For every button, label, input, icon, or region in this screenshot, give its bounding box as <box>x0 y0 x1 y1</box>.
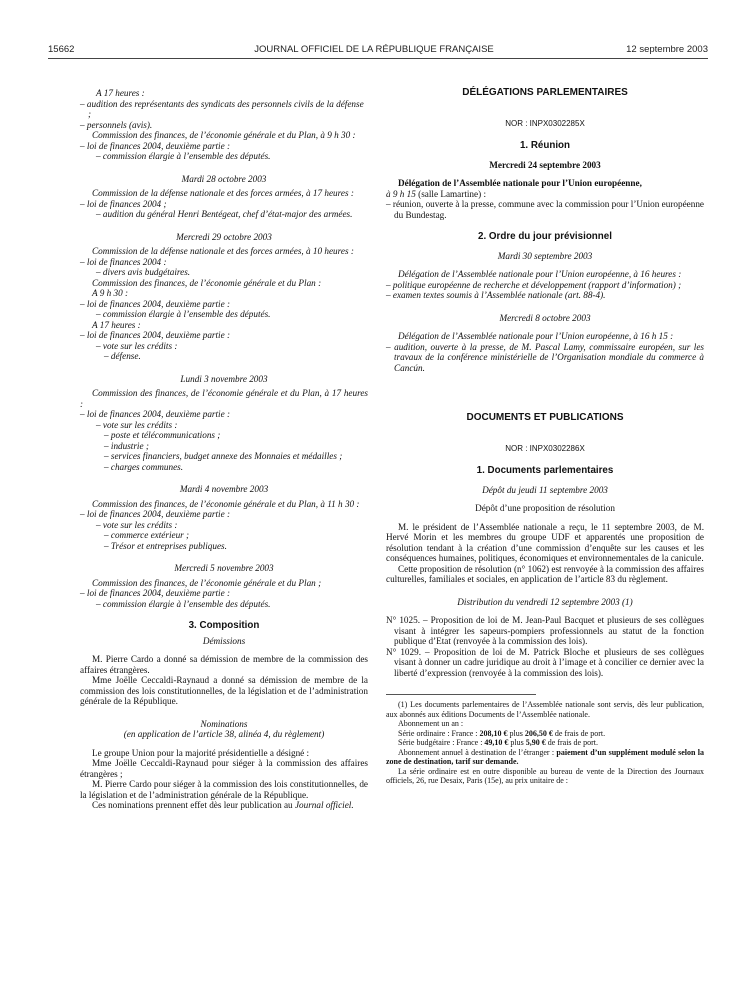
section-title: DÉLÉGATIONS PARLEMENTAIRES <box>462 87 628 98</box>
date-heading: Mercredi 8 octobre 2003 <box>499 312 591 323</box>
agenda-line: – Trésor et entreprises publiques. <box>104 540 227 551</box>
date-heading: Mardi 30 septembre 2003 <box>497 250 593 261</box>
agenda-line: – divers avis budgétaires. <box>96 267 191 277</box>
running-header <box>40 44 708 58</box>
agenda-line: – politique européenne de recherche et développement (rapport d’information) ; <box>386 279 682 290</box>
price-text: plus <box>507 728 525 738</box>
issue-date: 12 septembre 2003 <box>626 44 708 55</box>
agenda-line: A 17 heures : <box>96 88 145 98</box>
date-heading: Mardi 28 octobre 2003 <box>181 173 267 184</box>
header-rule <box>48 58 708 59</box>
footnote: La série ordinaire est en outre disponible au bureau de vente de la Direction des Journaux officiels, 26, rue Desaix, Paris (15e), au prix unitaire de : <box>386 766 704 785</box>
price-text: plus <box>508 738 526 747</box>
paragraph: Cette proposition de résolution (n° 1062) est renvoyée à la commission des affaires culturelles, familiales et sociales, en application de l’article 83 du règlement. <box>386 563 704 584</box>
subheading: Nominations <box>200 718 248 729</box>
footnote-rule <box>386 694 536 695</box>
price-value: 208,10 € <box>479 728 508 738</box>
date-heading: Lundi 3 novembre 2003 <box>180 373 268 384</box>
date-heading: Dépôt du jeudi 11 septembre 2003 <box>482 484 608 495</box>
page-number: 15662 <box>48 44 75 55</box>
agenda-line: Commission de la défense nationale et des forces armées, à 17 heures : <box>92 188 354 198</box>
subheading: Dépôt d’une proposition de résolution <box>475 503 615 513</box>
agenda-line: – audition, ouverte à la presse, de M. Pascal Lamy, commissaire européen, sur les travaux de la conférence ministérielle de l’Organisation mondiale du commerce à Cancún. <box>386 341 704 373</box>
agenda-line: – personnels (avis). <box>80 119 153 130</box>
agenda-line: – défense. <box>104 351 141 361</box>
agenda-line: – loi de finances 2004 : <box>80 256 167 267</box>
agenda-line: Commission des finances, de l’économie générale et du Plan, à 11 h 30 : <box>92 498 360 509</box>
agenda-line: – réunion, ouverte à la presse, commune avec la commission pour l’Union européenne du Bundestag. <box>386 199 704 220</box>
agenda-line: – commerce extérieur ; <box>104 530 190 540</box>
document-entry: N° 1025. – Proposition de loi de M. Jean-Paul Bacquet et plusieurs de ses collègues visant à intégrer les sapeurs-pompiers professionnels au statut de la fonction publique d’Etat (renvoyée à la commission des lois). <box>386 615 704 646</box>
footnote-price <box>386 738 704 748</box>
section-heading: 2. Ordre du jour prévisionnel <box>478 231 612 242</box>
agenda-line: – audition du général Henri Bentégeat, chef d’état-major des armées. <box>96 209 353 219</box>
agenda-line: – commission élargie à l’ensemble des députés. <box>96 598 271 609</box>
meeting-room: (salle Lamartine) : <box>415 188 487 199</box>
journal-title: JOURNAL OFFICIEL DE LA RÉPUBLIQUE FRANÇAISE <box>254 44 494 55</box>
document-entry: N° 1029. – Proposition de loi de M. Patrick Bloche et plusieurs de ses collègues visant à donner un cadre juridique au droit à l’image et à concilier ce dernier avec la liberté d’expression (renvoyée à la commission des lois). <box>386 646 704 678</box>
agenda-line: – poste et télécommunications ; <box>104 430 221 440</box>
section-title: DOCUMENTS ET PUBLICATIONS <box>466 412 624 423</box>
agenda-line: – loi de finances 2004 ; <box>80 198 167 209</box>
agenda-line: Commission des finances, de l’économie générale et du Plan : <box>92 277 322 288</box>
paragraph: M. Pierre Cardo a donné sa démission de membre de la commission des affaires étrangères. <box>80 654 368 675</box>
paragraph: Le groupe Union pour la majorité présidentielle a désigné : <box>92 747 310 758</box>
footnote-text: Abonnement annuel à destination de l’étranger : <box>398 747 557 757</box>
right-column <box>386 88 704 786</box>
agenda-line: Commission des finances, de l’économie générale et du Plan ; <box>92 577 322 588</box>
footnote: (1) Les documents parlementaires de l’Assemblée nationale sont servis, dès leur publication, aux abonnés aux éditions Documents de l’Assemblée nationale. <box>386 700 704 719</box>
agenda-line: – vote sur les crédits : <box>96 419 178 430</box>
left-column <box>80 88 368 811</box>
subheading: Démissions <box>202 635 246 646</box>
agenda-line: – loi de finances 2004, deuxième partie : <box>80 588 231 598</box>
agenda-line: – vote sur les crédits : <box>96 340 178 351</box>
date-heading: Distribution du vendredi 12 septembre 2003 (1) <box>457 596 633 607</box>
nor-reference: NOR : INPX0302286X <box>505 443 585 453</box>
agenda-line: Délégation de l’Assemblée nationale pour l’Union européenne, à 16 h 15 : <box>398 331 674 341</box>
agenda-line: – examen textes soumis à l’Assemblée nationale (art. 88-4). <box>386 290 606 300</box>
price-value: 49,10 € <box>484 738 509 747</box>
agenda-line: A 17 heures : <box>92 319 141 330</box>
agenda-line: – commission élargie à l’ensemble des députés. <box>96 151 271 161</box>
agenda-line: – loi de finances 2004, deuxième partie : <box>80 330 231 340</box>
price-label: Série budgétaire : France : <box>398 738 485 747</box>
price-value: 206,50 € <box>524 728 553 738</box>
paragraph: M. le président de l’Assemblée nationale a reçu, le 11 septembre 2003, de M. Hervé Morin et les membres du groupe UDF et apparentés une proposition de résolution tendant à la création d’une commission d’enquête sur les causes et les conséquences humaines, politiques, économiques et environnementales de la canicule. <box>386 521 704 563</box>
agenda-line: – industrie ; <box>104 440 149 451</box>
date-heading: Mardi 4 novembre 2003 <box>179 484 269 494</box>
footnote: Abonnement un an : <box>398 719 464 728</box>
agenda-line: – loi de finances 2004, deuxième partie : <box>80 140 231 151</box>
footnote-emphasis: paiement d’un supplément modulé selon la zone de destination, tarif sur demande. <box>386 747 704 766</box>
agenda-line: – commission élargie à l’ensemble des députés. <box>96 309 271 319</box>
paragraph: Mme Joëlle Ceccaldi-Raynaud pour siéger à la commission des affaires étrangères ; <box>80 758 368 779</box>
delegation-name: Délégation de l’Assemblée nationale pour l’Union européenne, <box>398 178 642 188</box>
journal-reference: Journal officiel. <box>294 800 354 810</box>
price-text: de frais de port. <box>552 728 606 738</box>
agenda-line: – audition des représentants des syndicats des personnels civils de la défense ; <box>80 98 364 119</box>
paragraph <box>386 178 704 199</box>
agenda-line: – loi de finances 2004, deuxième partie : <box>80 409 231 419</box>
agenda-line: Commission des finances, de l’économie générale et du Plan, à 9 h 30 : <box>92 130 356 140</box>
meeting-time: à 9 h 15 <box>386 188 416 199</box>
subheading: (en application de l’article 38, alinéa 4, du règlement) <box>123 729 325 739</box>
agenda-line: Délégation de l’Assemblée nationale pour l’Union européenne, à 16 heures : <box>398 269 682 279</box>
price-text: de frais de port. <box>545 738 598 747</box>
paragraph: Mme Joëlle Ceccaldi-Raynaud a donné sa démission de membre de la commission des lois constitutionnelles, de la législation et de l’administration générale de la République. <box>80 675 368 706</box>
paragraph-text: Ces nominations prennent effet dès leur publication au <box>92 800 295 810</box>
section-heading: 1. Documents parlementaires <box>476 465 614 476</box>
price-label: Série ordinaire : France : <box>398 728 480 738</box>
section-heading: 3. Composition <box>188 620 260 631</box>
agenda-line: – loi de finances 2004, deuxième partie : <box>80 298 231 309</box>
agenda-line: – loi de finances 2004, deuxième partie : <box>80 509 231 519</box>
footnote <box>386 748 704 767</box>
agenda-line: – services financiers, budget annexe des Monnaies et médailles ; <box>104 451 343 461</box>
price-value: 5,90 € <box>525 738 546 747</box>
agenda-line: Commission des finances, de l’économie générale et du Plan, à 17 heures : <box>80 388 368 409</box>
section-heading: 1. Réunion <box>519 140 571 151</box>
date-heading: Mercredi 5 novembre 2003 <box>174 563 274 573</box>
agenda-line: A 9 h 30 : <box>92 288 129 298</box>
paragraph: M. Pierre Cardo pour siéger à la commission des lois constitutionnelles, de la législation et de l’administration générale de la République. <box>80 779 368 800</box>
agenda-line: – vote sur les crédits : <box>96 519 178 530</box>
agenda-line: Commission de la défense nationale et des forces armées, à 10 heures : <box>92 246 354 256</box>
nor-reference: NOR : INPX0302285X <box>505 118 585 128</box>
date-heading: Mercredi 29 octobre 2003 <box>176 231 272 242</box>
paragraph <box>80 800 368 811</box>
footnote-price <box>386 729 704 739</box>
agenda-line: – charges communes. <box>104 461 184 472</box>
date-heading: Mercredi 24 septembre 2003 <box>489 159 601 170</box>
